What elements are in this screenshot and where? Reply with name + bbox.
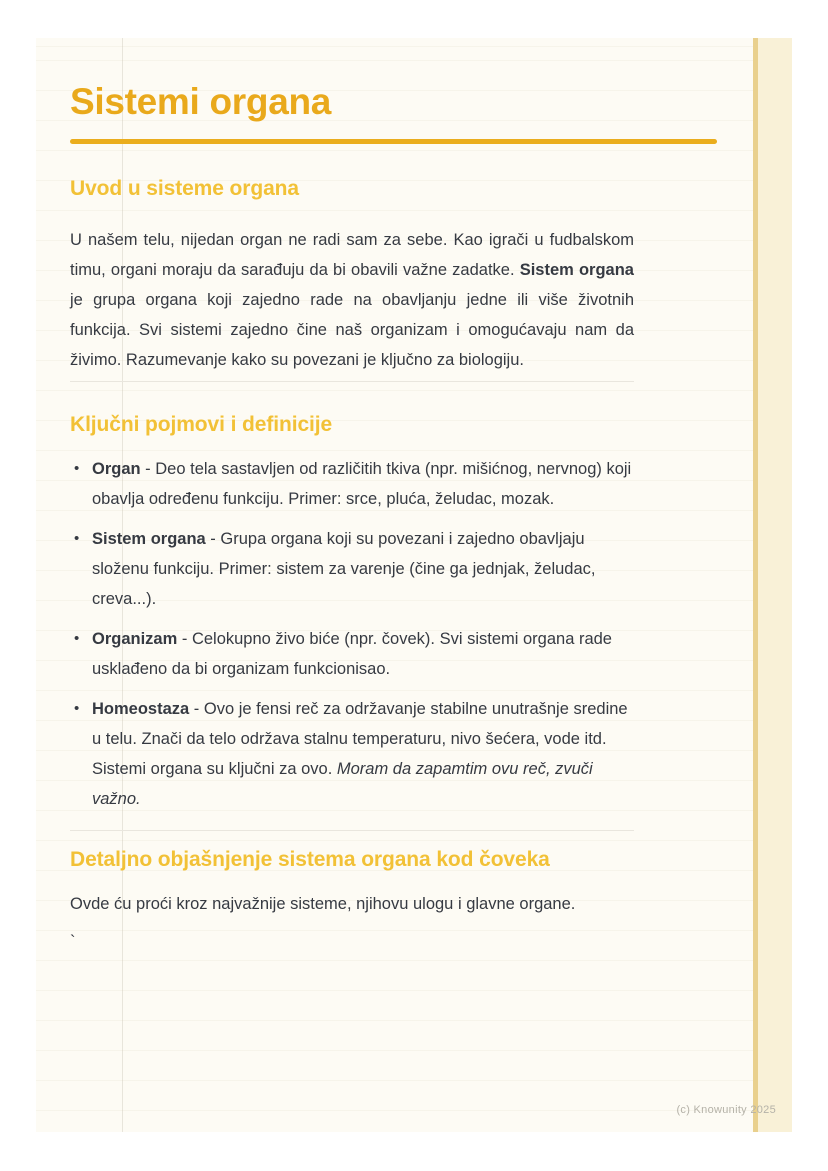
- term-item: [70, 624, 634, 684]
- bullet-icon: •: [74, 630, 80, 647]
- section-terms: [70, 412, 792, 814]
- bullet-icon: •: [74, 460, 80, 477]
- footer-copyright: (c) Knowunity 2025: [676, 1104, 776, 1116]
- bullet-icon: •: [74, 700, 80, 717]
- term-definition: - Celokupno živo biće (npr. čovek). Svi sistemi organa rade usklađeno da bi organizam funkcionisao.: [92, 630, 612, 678]
- section-divider: [70, 830, 634, 831]
- document-page: [36, 38, 792, 1132]
- term-name: Homeostaza: [92, 700, 190, 718]
- term-item: [70, 524, 634, 614]
- intro-paragraph: [70, 225, 634, 375]
- title-underline-rule: [70, 139, 717, 144]
- detail-paragraph: Ovde ću proći kroz najvažnije sisteme, njihovu ulogu i glavne organe.: [70, 895, 576, 913]
- intro-text-after: je grupa organa koji zajedno rade na obavljanju jedne ili više životnih funkcija. Svi sistemi zajedno čine naš organizam i omogućavaju nam da živimo. Razumevanje kako su povezani je ključno za biologiju.: [70, 291, 634, 369]
- detail-heading: Detaljno objašnjenje sistema organa kod čoveka: [70, 848, 550, 871]
- document-content: [36, 38, 792, 952]
- bullet-icon: •: [74, 530, 80, 547]
- term-italic-note: Moram da zapamtim ovu reč, zvuči važno.: [92, 760, 593, 808]
- stray-backtick: `: [70, 933, 76, 951]
- term-name: Organizam: [92, 630, 178, 648]
- term-definition: - Grupa organa koji su povezani i zajedno obavljaju složenu funkciju. Primer: sistem za varenje (čine ga jednjak, želudac, creva...).: [92, 530, 596, 608]
- terms-heading: Ključni pojmovi i definicije: [70, 413, 333, 436]
- intro-bold-term: Sistem organa: [519, 261, 634, 279]
- term-definition: - Ovo je fensi reč za održavanje stabilne unutrašnje sredine u telu. Znači da telo održava stalnu temperaturu, nivo šećera, vode itd. Sistemi organa su ključni za ovo.: [92, 700, 628, 778]
- section-intro: [70, 176, 792, 375]
- terms-list: [70, 454, 634, 814]
- term-item: [70, 694, 634, 814]
- term-definition: - Deo tela sastavljen od različitih tkiva (npr. mišićnog, nervnog) koji obavlja određenu funkciju. Primer: srce, pluća, želudac, mozak.: [92, 460, 632, 508]
- intro-text-before: U našem telu, nijedan organ ne radi sam za sebe. Kao igrači u fudbalskom timu, organi moraju da sarađuju da bi obavili važne zadatke.: [70, 231, 634, 279]
- section-detail: [70, 847, 792, 919]
- term-name: Organ: [92, 460, 141, 478]
- page-title: Sistemi organa: [70, 81, 332, 122]
- term-name: Sistem organa: [92, 530, 206, 548]
- section-divider: [70, 381, 634, 382]
- intro-heading: Uvod u sisteme organa: [70, 177, 299, 200]
- term-item: [70, 454, 634, 514]
